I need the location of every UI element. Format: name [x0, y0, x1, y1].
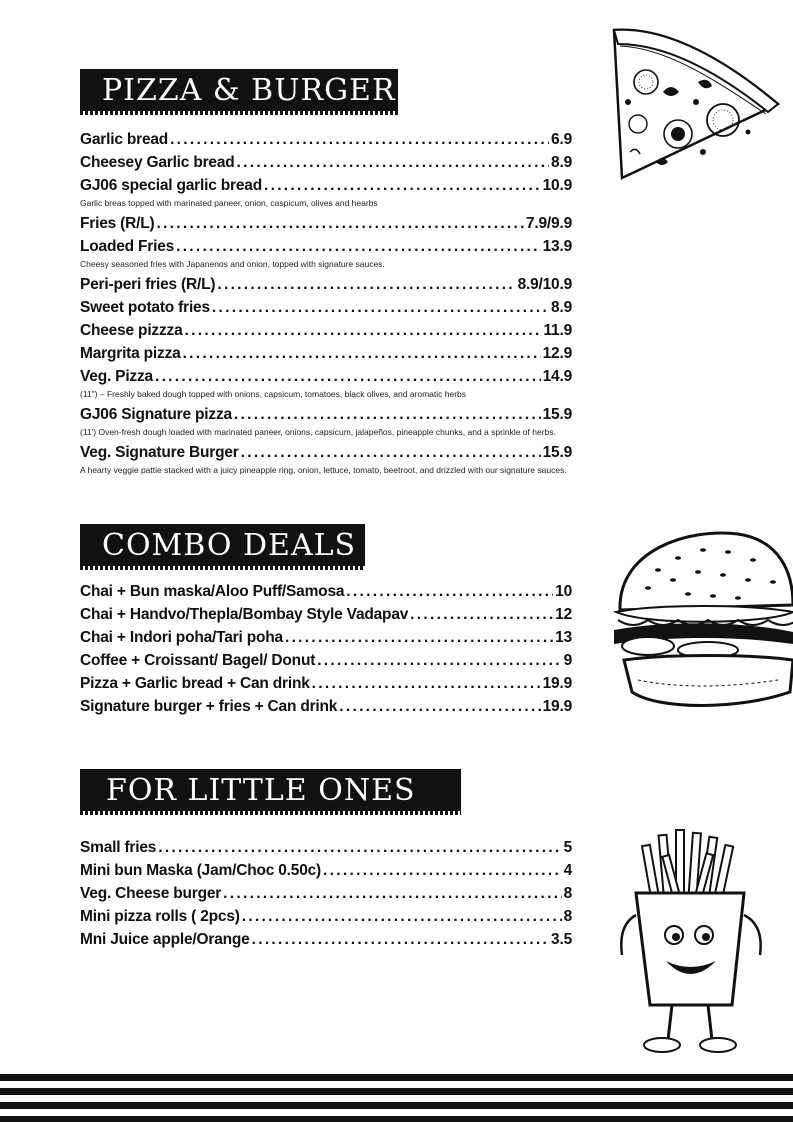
- menu-item-name: Margrita pizza: [80, 345, 181, 362]
- menu-item-name: GJ06 special garlic bread: [80, 177, 262, 194]
- menu-item-description: (11") – Freshly baked dough topped with onions, capsicum, tomatoes, black olives, and aromatic herbs: [80, 389, 467, 399]
- dot-leader: [217, 276, 515, 294]
- menu-item-price: 11.9: [543, 322, 572, 339]
- dot-leader: [285, 629, 553, 647]
- menu-item-name: Sweet potato fries: [80, 299, 210, 316]
- menu-item-description: Cheesy seasoned fries with Japanenos and onion, topped with signature sauces.: [80, 259, 385, 269]
- menu-item-price: 10.9: [542, 177, 572, 194]
- menu-item-name: Loaded Fries: [80, 238, 175, 255]
- little-ones-list: [80, 839, 572, 954]
- menu-item-price: 5: [563, 839, 572, 856]
- menu-item-price: 8: [563, 885, 572, 902]
- decorative-bottom-stripes: [0, 1070, 793, 1122]
- menu-item-row: [80, 629, 572, 647]
- dot-leader: [234, 406, 541, 424]
- menu-item-row: [80, 238, 572, 256]
- menu-item-row: [80, 276, 572, 294]
- dot-leader: [237, 154, 550, 172]
- menu-item-name: Signature burger + fries + Can drink: [80, 698, 338, 715]
- menu-item: [80, 177, 572, 210]
- menu-item-price: 7.9/9.9: [525, 215, 572, 232]
- menu-item-row: [80, 652, 572, 670]
- menu-item: [80, 215, 572, 233]
- menu-item-description: A hearty veggie pattie stacked with a juicy pineapple ring, onion, lettuce, tomato, beetroot, and drizzled with our signature sauces.: [80, 465, 567, 475]
- menu-item: [80, 299, 572, 317]
- menu-item-row: [80, 322, 572, 340]
- menu-item-price: 9: [563, 652, 572, 669]
- dot-leader: [312, 675, 541, 693]
- menu-item-price: 10: [555, 583, 572, 600]
- menu-item: [80, 675, 572, 693]
- menu-item-price: 8: [563, 908, 572, 925]
- section-title-combo-deals: [80, 524, 365, 566]
- menu-item-row: [80, 345, 572, 363]
- menu-item-row: [80, 862, 572, 880]
- menu-item-description: Garlic breas topped with marinated paneer, onion, caspicum, olives and hearbs: [80, 198, 378, 208]
- menu-item-row: [80, 698, 572, 716]
- menu-item-row: [80, 215, 572, 233]
- menu-item: [80, 839, 572, 857]
- menu-item: [80, 583, 572, 601]
- menu-item-price: 8.9/10.9: [517, 276, 572, 293]
- dot-leader: [158, 839, 561, 857]
- menu-item: [80, 345, 572, 363]
- dot-leader: [241, 444, 541, 462]
- menu-item: [80, 406, 572, 439]
- menu-item-price: 8.9: [551, 299, 572, 316]
- menu-item-price: 6.9: [551, 131, 572, 148]
- menu-item-name: Chai + Handvo/Thepla/Bombay Style Vadapav: [80, 606, 409, 623]
- menu-item: [80, 131, 572, 149]
- dot-leader: [242, 908, 562, 926]
- dot-leader: [252, 931, 549, 949]
- menu-item-row: [80, 839, 572, 857]
- menu-item-price: 4: [563, 862, 572, 879]
- dot-leader: [410, 606, 553, 624]
- dot-leader: [212, 299, 549, 317]
- combo-deals-list: [80, 583, 572, 721]
- menu-item-price: 19.9: [542, 698, 572, 715]
- menu-item: [80, 629, 572, 647]
- menu-item: [80, 606, 572, 624]
- menu-item-name: Veg. Cheese burger: [80, 885, 222, 902]
- menu-item-name: Chai + Bun maska/Aloo Puff/Samosa: [80, 583, 345, 600]
- menu-item-row: [80, 583, 572, 601]
- section-title-text: COMBO DEALS: [102, 527, 357, 563]
- menu-item-name: Chai + Indori poha/Tari poha: [80, 629, 283, 646]
- dot-leader: [264, 177, 541, 195]
- menu-item-name: Mni Juice apple/Orange: [80, 931, 250, 948]
- menu-item-row: [80, 154, 572, 172]
- dot-leader: [317, 652, 561, 670]
- menu-item: [80, 276, 572, 294]
- menu-item-row: [80, 368, 572, 386]
- fries-character-illustration: [600, 815, 780, 1060]
- menu-item-row: [80, 444, 572, 462]
- menu-item-row: [80, 908, 572, 926]
- menu-item-price: 15.9: [542, 406, 572, 423]
- menu-item-name: Pizza + Garlic bread + Can drink: [80, 675, 310, 692]
- menu-item-name: Mini bun Maska (Jam/Choc 0.50c): [80, 862, 322, 879]
- dot-leader: [170, 131, 549, 149]
- section-title-little-ones: [80, 769, 461, 811]
- menu-item: [80, 154, 572, 172]
- menu-item-price: 3.5: [551, 931, 572, 948]
- menu-item-price: 14.9: [542, 368, 572, 385]
- menu-item-price: 13: [555, 629, 572, 646]
- dot-leader: [183, 345, 541, 363]
- menu-item-row: [80, 177, 572, 195]
- menu-item: [80, 444, 572, 477]
- section-title-pizza-burger: [80, 69, 398, 111]
- menu-item: [80, 322, 572, 340]
- dot-leader: [323, 862, 562, 880]
- dot-leader: [223, 885, 561, 903]
- menu-item-name: Small fries: [80, 839, 157, 856]
- pizza-burger-list: [80, 131, 572, 482]
- menu-item: [80, 862, 572, 880]
- menu-item-name: Garlic bread: [80, 131, 169, 148]
- menu-item-row: [80, 931, 572, 949]
- menu-item: [80, 885, 572, 903]
- menu-item-price: 19.9: [542, 675, 572, 692]
- menu-item-price: 12.9: [542, 345, 572, 362]
- pizza-slice-illustration: [608, 22, 788, 182]
- dot-leader: [346, 583, 553, 601]
- menu-item-name: Veg. Pizza: [80, 368, 153, 385]
- menu-item-name: GJ06 Signature pizza: [80, 406, 232, 423]
- dot-leader: [176, 238, 541, 256]
- menu-item-description: (11') Oven-fresh dough loaded with marinated paneer, onions, capsicum, jalapeños, pineapple chunks, and a sprinkle of herbs.: [80, 427, 556, 437]
- menu-item: [80, 931, 572, 949]
- menu-item-name: Coffee + Croissant/ Bagel/ Donut: [80, 652, 316, 669]
- menu-item-row: [80, 606, 572, 624]
- menu-item-name: Mini pizza rolls ( 2pcs): [80, 908, 240, 925]
- menu-item-name: Cheesey Garlic bread: [80, 154, 235, 171]
- menu-item-name: Peri-peri fries (R/L): [80, 276, 216, 293]
- dot-leader: [155, 368, 541, 386]
- section-title-text: FOR LITTLE ONES: [106, 772, 416, 808]
- menu-item-price: 12: [555, 606, 572, 623]
- dot-leader: [156, 215, 524, 233]
- menu-item: [80, 908, 572, 926]
- dot-leader: [185, 322, 542, 340]
- menu-item-row: [80, 406, 572, 424]
- menu-item-row: [80, 885, 572, 903]
- menu-item: [80, 698, 572, 716]
- menu-item-price: 13.9: [542, 238, 572, 255]
- menu-item-name: Veg. Signature Burger: [80, 444, 239, 461]
- menu-item-row: [80, 675, 572, 693]
- menu-item-row: [80, 131, 572, 149]
- section-title-text: PIZZA & BURGER: [102, 72, 396, 108]
- burger-illustration: [608, 520, 793, 710]
- menu-item-name: Cheese pizzza: [80, 322, 183, 339]
- menu-item: [80, 652, 572, 670]
- menu-item-name: Fries (R/L): [80, 215, 155, 232]
- menu-item-row: [80, 299, 572, 317]
- menu-item: [80, 368, 572, 401]
- dot-leader: [339, 698, 540, 716]
- menu-item-price: 15.9: [542, 444, 572, 461]
- menu-item-price: 8.9: [551, 154, 572, 171]
- menu-item: [80, 238, 572, 271]
